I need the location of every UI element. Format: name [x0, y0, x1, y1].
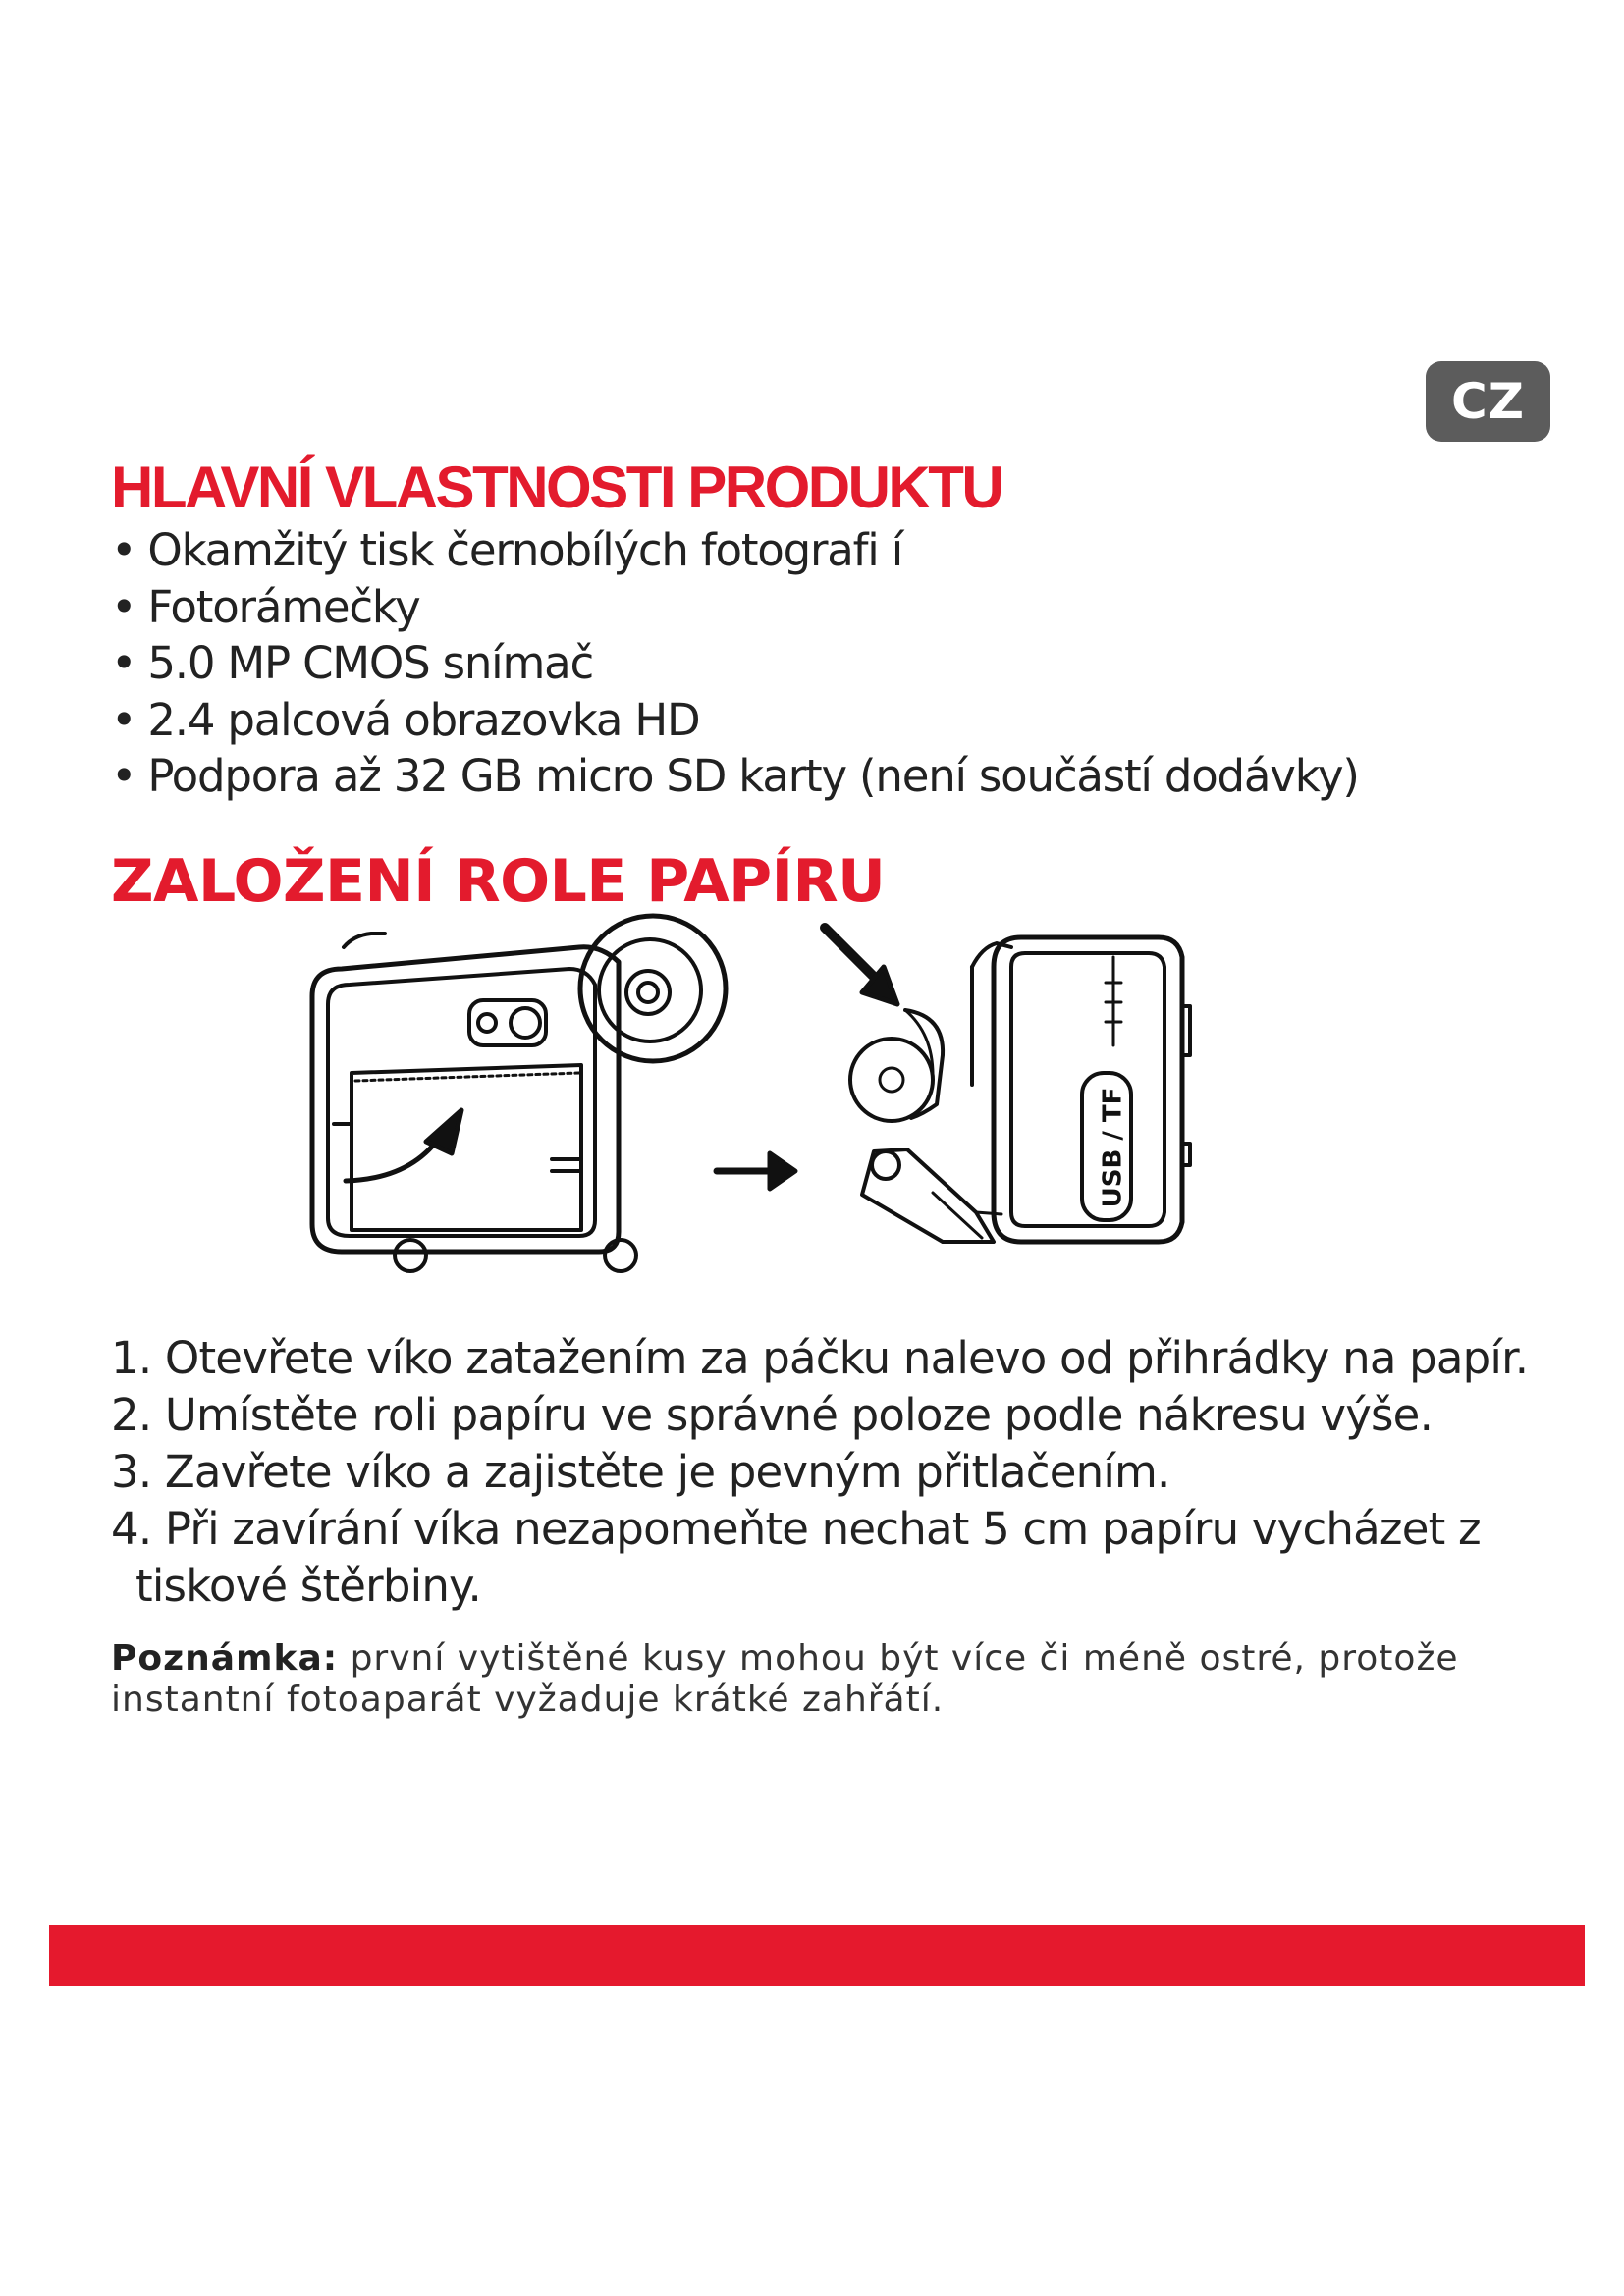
paper-loading-heading: ZALOŽENÍ ROLE PAPÍRU — [111, 847, 886, 916]
camera-side-drawing — [862, 937, 1190, 1242]
step-item: 4. Při zavírání víka nezapomeňte nechat 5 cm papíru vycházet z — [111, 1503, 1481, 1555]
features-list — [111, 522, 1359, 805]
feature-item: • Fotorámečky — [111, 579, 1359, 636]
note-label: Poznámka: — [111, 1638, 339, 1679]
arrow-head-icon — [770, 1153, 795, 1189]
step-item: 3. Zavřete víko a zajistěte je pevným přitlačením. — [111, 1446, 1170, 1498]
step-item: 1. Otevřete víko zatažením za páčku nalevo od přihrádky na papír. — [111, 1332, 1529, 1384]
feature-item: • 5.0 MP CMOS snímač — [111, 635, 1359, 692]
feature-item: • Podpora až 32 GB micro SD karty (není součástí dodávky) — [111, 748, 1359, 805]
paper-loading-illustration — [295, 908, 1335, 1281]
footer-accent-bar — [49, 1925, 1585, 1986]
paper-loading-steps — [111, 1330, 1528, 1615]
language-badge: CZ — [1426, 361, 1550, 442]
note — [111, 1638, 1525, 1721]
paper-roll-drawing — [850, 1010, 943, 1121]
step-item: 2. Umístěte roli papíru ve správné poloze podle nákresu výše. — [111, 1389, 1434, 1441]
port-label: USB / TF — [1098, 1087, 1128, 1208]
feature-item: • Okamžitý tisk černobílých fotografi í — [111, 522, 1359, 579]
features-heading: HLAVNÍ VLASTNOSTI PRODUKTU — [111, 454, 1002, 520]
feature-item: • 2.4 palcová obrazovka HD — [111, 692, 1359, 749]
step-item-continuation: tiskové štěrbiny. — [135, 1560, 481, 1612]
camera-back-drawing — [312, 916, 726, 1271]
note-text: první vytištěné kusy mohou být více či méně ostré, protože instantní fotoaparát vyžaduje krátké zahřátí. — [111, 1638, 1459, 1720]
